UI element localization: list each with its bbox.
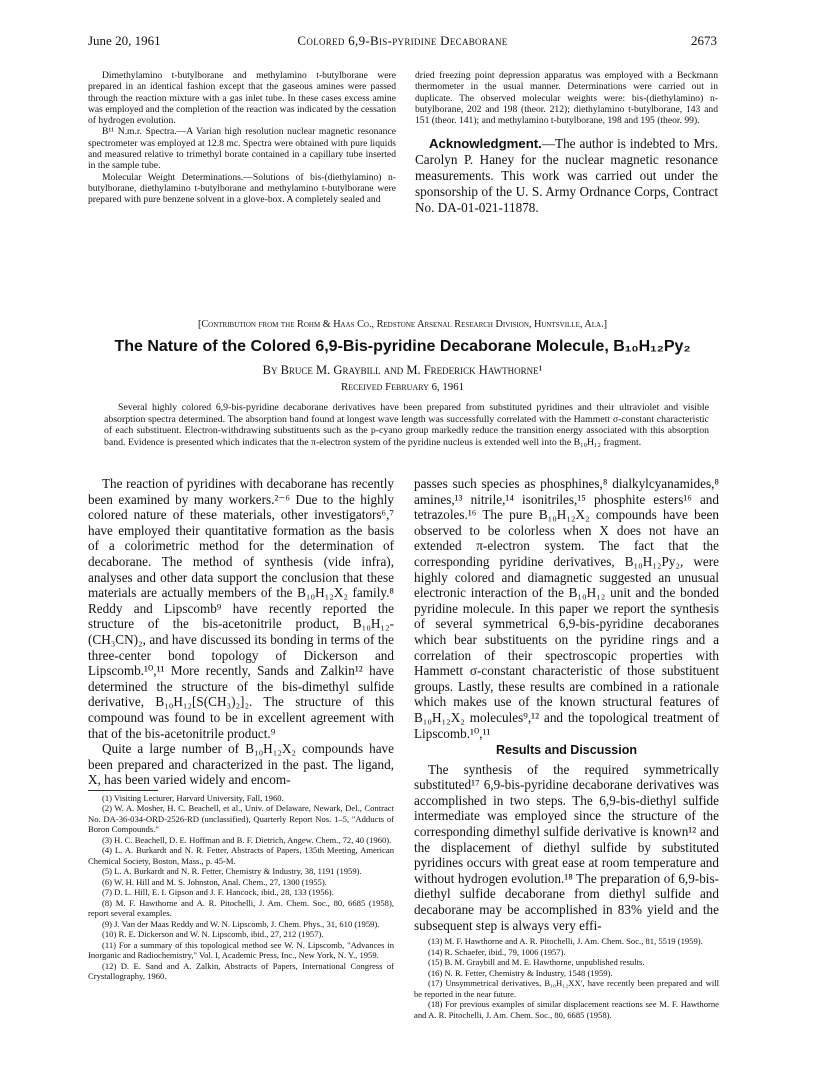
footnote-rule <box>88 790 158 791</box>
footnote: (1) Visiting Lecturer, Harvard University, Fall, 1960. <box>102 792 284 803</box>
abstract: Several highly colored 6,9-bis-pyridine decaborane derivatives have been prepared from substituted pyridines and their ultraviolet and visible absorption spectra determined. The absorption band found at longest wave length was successfully correlated with the Hammett σ-constant characteristic of each substituent. Electron-withdrawing substituents such as the p-cyano group markedly reduce the transition energy associated with this absorption band. Evidence is presented which indicates that the π-electron system of the pyridine nucleus is extended well into the B₁₀H₁₂ fragment. <box>104 402 709 448</box>
footnote: (6) W. H. Hill and M. S. Johnston, Anal. Chem., 27, 1300 (1955). <box>102 876 327 887</box>
footnote: (5) L. A. Burkardt and N. R. Fetter, Chemistry & Industry, 38, 1191 (1959). <box>102 866 362 877</box>
footnote: (11) For a summary of this topological method see W. N. Lipscomb, "Advances in Inorganic and Radiochemistry," Vol. I, Academic Press, Inc., New York, N. Y., 1959. <box>88 939 394 961</box>
article-authors: By Bruce M. Graybill and M. Frederick Hawthorne¹ <box>262 363 543 377</box>
prev-article-right-column <box>415 70 718 215</box>
footnote: (9) J. Van der Maas Reddy and W. N. Lipscomb, J. Chem. Phys., 31, 610 (1959). <box>102 918 380 929</box>
header-running-title: Colored 6,9-Bis-pyridine Decaborane <box>297 33 508 48</box>
footnote: (8) M. F. Hawthorne and A. R. Pitochelli, J. Am. Chem. Soc., 80, 6685 (1958), report several examples. <box>88 897 394 919</box>
footnote: (7) D. L. Hill, E. I. Gipson and J. F. Hancock, ibid., 28, 133 (1956). <box>102 887 334 898</box>
prev-paragraph: dried freezing point depression apparatus was employed with a Beckmann thermometer in the usual manner. Determinations were carried out in duplicate. The observed molecular weights were: bis-(diethylamino) n-butylborane, 202 and 198 (theor. 212); diethylamino t-butylborane, 143 and 151 (theor. 141); and methylamino t-butylborane, 198 and 195 (theor. 99). <box>415 70 718 127</box>
footnote: (3) H. C. Beachell, D. E. Hoffman and B. F. Dietrich, Angew. Chem., 72, 40 (1960). <box>102 834 392 845</box>
footnote: (2) W. A. Mosher, H. C. Beachell, et al., Univ. of Delaware, Newark, Del., Contract No. DA-36-034-ORD-2526-RD (unclassified), Quarterly Report Nos. 1–5, "Adducts of Boron Compounds." <box>88 803 394 835</box>
body-paragraph: Quite a large number of B₁₀H₁₂X₂ compounds have been prepared and characterized in the past. The ligand, X, has been varied widely and encom- <box>88 741 394 788</box>
footnote: (17) Unsymmetrical derivatives, B₁₀H₁₂XX′, have recently been prepared and will be reported in the near future. <box>414 978 719 999</box>
received-date: Received February 6, 1961 <box>341 381 464 393</box>
prev-paragraph: Molecular Weight Determinations.—Solutions of bis-(diethylamino) n-butylborane, diethylamino t-butylborane and methylamino t-butylborane were prepared with pure benzene solvent in a glove-box. A completely sealed and <box>88 171 396 206</box>
footnotes-right <box>414 936 719 1020</box>
footnote: (10) R. E. Dickerson and W. N. Lipscomb, ibid., 27, 212 (1957). <box>102 929 324 940</box>
section-heading: Results and Discussion <box>495 743 637 758</box>
footnote: (13) M. F. Hawthorne and A. R. Pitochelli, J. Am. Chem. Soc., 81, 5519 (1959). <box>428 936 703 947</box>
acknowledgment-label: Acknowledgment. <box>429 136 542 152</box>
footnote: (14) R. Schaefer, ibid., 79, 1006 (1957). <box>428 946 566 957</box>
main-right-column <box>414 476 719 1020</box>
body-paragraph: The reaction of pyridines with decaborane has recently been examined by many workers.²⁻⁶ Due to the highly colored nature of these materials, other investigators⁶,⁷ have employed their quantitative formation as the basis of a colorimetric method for the determination of decaborane. The method of synthesis (vide infra), analyses and other data support the conclusion that these materials are actually members of the B₁₀H₁₂X₂ family.⁸ Reddy and Lipscomb⁹ have recently reported the structure of the bis-acetonitrile product, B₁₀H₁₂-(CH₃CN)₂, and have discussed its bonding in terms of the three-center bond topology of Dickerson and Lipscomb.¹⁰,¹¹ More recently, Sands and Zalkin¹² have determined the structure of the bis-dimethyl sulfide derivative, B₁₀H₁₂[S(CH₃)₂]₂. The structure of this compound was found to be in excellent agreement with that of the bis-acetonitrile product.⁹ <box>88 476 394 741</box>
running-header <box>88 33 717 51</box>
acknowledgment <box>415 136 718 215</box>
body-paragraph: passes such species as phosphines,⁸ dialkylcyanamides,⁸ amines,¹³ nitrile,¹⁴ isonitriles,¹⁵ phosphite esters¹⁶ and tetrazoles.¹⁶ The pure B₁₀H₁₂X₂ compounds have been observed to be colorless when X does not have an extended π-electron system. The fact that the corresponding pyridine derivatives, B₁₀H₁₂Py₂, were highly colored and diamagnetic suggested an unusual electronic interaction of the B₁₀H₁₂ unit and the bonded pyridine molecule. In this paper we report the synthesis of several symmetrical 6,9-bis-pyridine decaboranes which bear substituents on the pyridine rings and a correlation of their spectroscopic properties with Hammett σ-constant characteristic of those substituent groups. Lastly, these results are combined in a rationale which makes use of the known structural features of B₁₀H₁₂X₂ molecules⁹,¹² and the topological treatment of Lipscomb.¹⁰,¹¹ <box>414 476 719 741</box>
header-date: June 20, 1961 <box>88 33 161 48</box>
header-page-number: 2673 <box>691 33 717 48</box>
footnote: (12) D. E. Sand and A. Zalkin, Abstracts of Papers, International Congress of Crystallography, 1960. <box>88 960 394 982</box>
footnote: (15) B. M. Graybill and M. E. Hawthorne, unpublished results. <box>428 957 645 968</box>
contribution-line: [Contribution from the Rohm & Haas Co., Redstone Arsenal Research Division, Huntsville, Ala.] <box>197 319 608 330</box>
main-left-column <box>88 476 394 982</box>
footnote: (16) N. R. Fetter, Chemistry & Industry, 1548 (1959). <box>428 967 613 978</box>
prev-paragraph: B¹¹ N.m.r. Spectra.—A Varian high resolution nuclear magnetic resonance spectrometer was employed at 12.8 mc. Spectra were obtained with pure liquids and measured relative to trimethyl borate contained in a capillary tube inserted in the sample tube. <box>88 126 396 172</box>
footnote: (4) L. A. Burkardt and N. R. Fetter, Abstracts of Papers, 135th Meeting, American Chemical Society, Boston, Mass., p. 45-M. <box>88 845 394 866</box>
article-title: The Nature of the Colored 6,9-Bis-pyridine Decaborane Molecule, B₁₀H₁₂Py₂ <box>114 338 691 355</box>
acknowledgment-text: —The author is indebted to Mrs. Carolyn P. Haney for the nuclear magnetic resonance measurements. This work was carried out under the sponsorship of the U. S. Army Ordnance Corps, Contract No. DA-01-021-11878. <box>415 136 718 215</box>
footnotes-left <box>88 793 394 982</box>
prev-paragraph: Dimethylamino t-butylborane and methylamino t-butylborane were prepared in an identical fashion except that the gaseous amines were passed through the reaction mixture with a gas inlet tube. In these cases excess amine was employed and the completion of the reaction was indicated by the cessation of hydrogen evolution. <box>88 70 396 127</box>
body-paragraph: The synthesis of the required symmetrically substituted¹⁷ 6,9-bis-pyridine decaborane derivatives was accomplished in two steps. The 6,9-bis-diethyl sulfide intermediate was employed since the structure of the corresponding dimethyl sulfide derivative is known¹² and the displacement of diethyl sulfide by substituted pyridines occurs with great ease at room temperature and without hydrogen evolution.¹⁸ The preparation of 6,9-bis-diethyl sulfide decaborane from diethyl sulfide and decaborane may be accomplished in 83% yield and the subsequent step is always very effi- <box>414 761 719 933</box>
prev-article-left-column <box>88 70 396 206</box>
footnote: (18) For previous examples of similar displacement reactions see M. F. Hawthorne and A. R. Pitochelli, J. Am. Chem. Soc., 80, 6685 (1958). <box>414 999 719 1020</box>
